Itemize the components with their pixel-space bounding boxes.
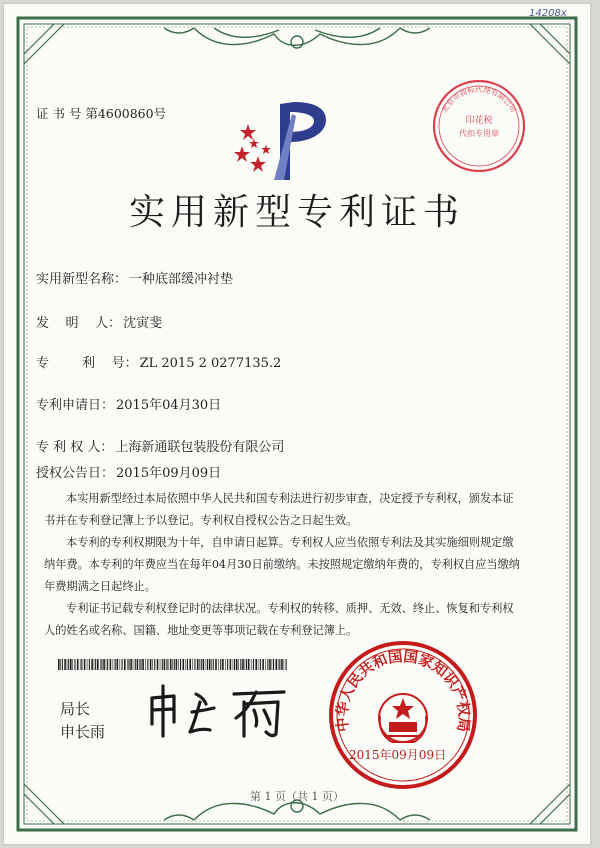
barcode-bar xyxy=(220,659,221,670)
barcode-bar xyxy=(147,659,148,670)
barcode-bar xyxy=(183,659,185,670)
barcode-bar xyxy=(242,659,244,670)
director-name: 申长雨 xyxy=(60,723,106,741)
page-title: 实用新型专利证书 xyxy=(128,192,465,233)
barcode-bar xyxy=(260,659,261,670)
barcode-bar xyxy=(272,659,273,670)
barcode-bar xyxy=(135,659,136,670)
barcode-bar xyxy=(211,659,212,670)
barcode-bar xyxy=(206,659,207,670)
barcode-bar xyxy=(124,659,126,670)
barcode-bar xyxy=(281,659,283,670)
barcode-bar xyxy=(84,659,86,670)
director-title: 局长 xyxy=(60,700,91,718)
barcode-bar xyxy=(176,659,178,670)
barcode-bar xyxy=(160,659,161,670)
barcode-bar xyxy=(128,659,129,670)
barcode-bar xyxy=(72,659,73,670)
barcode-bar xyxy=(68,659,69,670)
barcode-bar xyxy=(115,659,116,670)
body-paragraph: 本实用新型经过本局依照中华人民共和国专利法进行初步审查，决定授予专利权，颁发本证书并在专利登记簿上予以登记。专利权自授权公告之日起生效。 xyxy=(44,492,514,527)
field-inventor xyxy=(36,312,162,331)
field-patentee xyxy=(36,436,284,455)
barcode-bar xyxy=(194,659,195,670)
barcode-bar xyxy=(166,659,167,670)
barcode-bar xyxy=(201,659,202,670)
certificate-number: 证 书 号 第4600860号 xyxy=(36,106,167,121)
field-label: 专 利 权 人： xyxy=(36,440,114,455)
seal-date: 2015年09月09日 xyxy=(349,748,447,762)
tax-stamp xyxy=(429,76,529,176)
barcode-bar xyxy=(178,659,179,670)
svg-text:北京市商标代理有限公司: 北京市商标代理有限公司 xyxy=(439,85,519,115)
barcode-bar xyxy=(218,659,219,670)
field-grant-date xyxy=(36,462,221,481)
barcode-bar xyxy=(197,659,199,670)
field-filing-date xyxy=(36,394,221,413)
barcode-bar xyxy=(97,659,99,670)
barcode-bar xyxy=(227,659,228,670)
barcode-bar xyxy=(140,659,141,670)
svg-text:代扣专用章: 代扣专用章 xyxy=(459,129,499,138)
field-label: 授权公告日： xyxy=(36,466,115,481)
barcode-bar xyxy=(225,659,226,670)
barcode-bar xyxy=(251,659,252,670)
barcode-bar xyxy=(95,659,96,670)
barcode-bar xyxy=(64,659,66,670)
seal-text: 中华人民共和国国家知识产权局 xyxy=(333,648,473,733)
barcode-bar xyxy=(213,659,214,670)
barcode-bar xyxy=(209,659,211,670)
barcode-bar xyxy=(180,659,181,670)
barcode-bar xyxy=(170,659,172,670)
barcode xyxy=(58,659,288,670)
patent-office-logo xyxy=(234,94,344,184)
barcode-bar xyxy=(67,659,68,670)
barcode-bar xyxy=(103,659,105,670)
certificate-sheet xyxy=(4,4,590,844)
field-label: 专利申请日： xyxy=(36,398,115,413)
barcode-bar xyxy=(238,659,239,670)
barcode-bar xyxy=(265,659,266,670)
barcode-bar xyxy=(233,659,234,670)
barcode-bar xyxy=(62,659,63,670)
barcode-bar xyxy=(127,659,128,670)
barcode-bar xyxy=(258,659,259,670)
barcode-bar xyxy=(101,659,102,670)
barcode-bar xyxy=(89,659,90,670)
field-value: 2015年09月09日 xyxy=(116,466,222,481)
barcode-bar xyxy=(187,659,188,670)
field-value: 2015年04月30日 xyxy=(116,398,222,413)
barcode-bar xyxy=(262,659,264,670)
field-value: ZL 2015 2 0277135.2 xyxy=(139,356,282,371)
body-paragraph: 本专利的专利权期限为十年，自申请日起算。专利权人应当依照专利法及其实施细则规定缴纳年费。本专利的年费应当在每年04月30日前缴纳。未按照规定缴纳年费的，专利权自应当缴纳年费期满之日起终止。 xyxy=(44,536,520,593)
barcode-bar xyxy=(100,659,101,670)
barcode-bar xyxy=(157,659,159,670)
barcode-bar xyxy=(255,659,257,670)
barcode-bar xyxy=(106,659,107,670)
barcode-bar xyxy=(139,659,140,670)
barcode-bar xyxy=(186,659,187,670)
field-utility-model-name xyxy=(36,268,233,287)
barcode-bar xyxy=(174,659,175,670)
barcode-bar xyxy=(110,659,112,670)
barcode-bar xyxy=(60,659,61,670)
barcode-bar xyxy=(269,659,271,670)
barcode-bar xyxy=(236,659,238,670)
barcode-bar xyxy=(130,659,132,670)
svg-text:印花税: 印花税 xyxy=(465,116,493,126)
field-value: 沈寅斐 xyxy=(123,316,163,331)
barcode-bar xyxy=(87,659,88,670)
barcode-bar xyxy=(189,659,191,670)
barcode-bar xyxy=(248,659,250,670)
barcode-bar xyxy=(245,659,246,670)
field-label: 专 利 号： xyxy=(36,356,138,371)
barcode-bar xyxy=(286,659,287,670)
barcode-bar xyxy=(122,659,123,670)
barcode-bar xyxy=(267,659,268,670)
barcode-bar xyxy=(192,659,193,670)
barcode-bar xyxy=(81,659,82,670)
barcode-bar xyxy=(154,659,155,670)
barcode-bar xyxy=(172,659,173,670)
barcode-bar xyxy=(152,659,153,670)
director-signature xyxy=(144,680,294,740)
official-seal xyxy=(326,638,480,792)
barcode-bar xyxy=(113,659,114,670)
barcode-bar xyxy=(58,659,60,670)
barcode-bar xyxy=(199,659,200,670)
barcode-bar xyxy=(162,659,163,670)
page-footer: 第 1 页（共 1 页） xyxy=(250,790,344,803)
barcode-bar xyxy=(117,659,119,670)
barcode-bar xyxy=(120,659,121,670)
handwritten-note: 14208x xyxy=(529,8,567,19)
barcode-bar xyxy=(77,659,79,670)
barcode-bar xyxy=(203,659,205,670)
barcode-bar xyxy=(240,659,241,670)
barcode-bar xyxy=(142,659,144,670)
barcode-bar xyxy=(215,659,217,670)
barcode-bar xyxy=(273,659,274,670)
field-value: 一种底部缓冲衬垫 xyxy=(129,272,234,287)
barcode-bar xyxy=(253,659,254,670)
field-value: 上海新通联包装股份有限公司 xyxy=(115,440,285,455)
barcode-bar xyxy=(246,659,247,670)
field-patent-number xyxy=(36,352,281,371)
field-label: 发 明 人： xyxy=(36,316,122,331)
barcode-bar xyxy=(278,659,279,670)
barcode-bar xyxy=(94,659,95,670)
barcode-bar xyxy=(230,659,232,670)
barcode-bar xyxy=(207,659,208,670)
barcode-bar xyxy=(284,659,285,670)
body-paragraph: 专利证书记载专利权登记时的法律状况。专利权的转移、质押、无效、终止、恢复和专利权人的姓名或名称、国籍、地址变更等事项记载在专利登记簿上。 xyxy=(44,602,514,637)
certificate-body xyxy=(44,488,524,642)
barcode-bar xyxy=(91,659,93,670)
barcode-bar xyxy=(222,659,224,670)
barcode-bar xyxy=(276,659,278,670)
barcode-bar xyxy=(107,659,108,670)
barcode-bar xyxy=(145,659,146,670)
barcode-bar xyxy=(133,659,134,670)
barcode-bar xyxy=(234,659,235,670)
barcode-bar xyxy=(70,659,72,670)
barcode-bar xyxy=(167,659,168,670)
barcode-bar xyxy=(74,659,75,670)
barcode-bar xyxy=(137,659,139,670)
field-label: 实用新型名称： xyxy=(36,272,128,287)
barcode-bar xyxy=(279,659,280,670)
barcode-bar xyxy=(150,659,152,670)
barcode-bar xyxy=(164,659,166,670)
barcode-bar xyxy=(80,659,81,670)
